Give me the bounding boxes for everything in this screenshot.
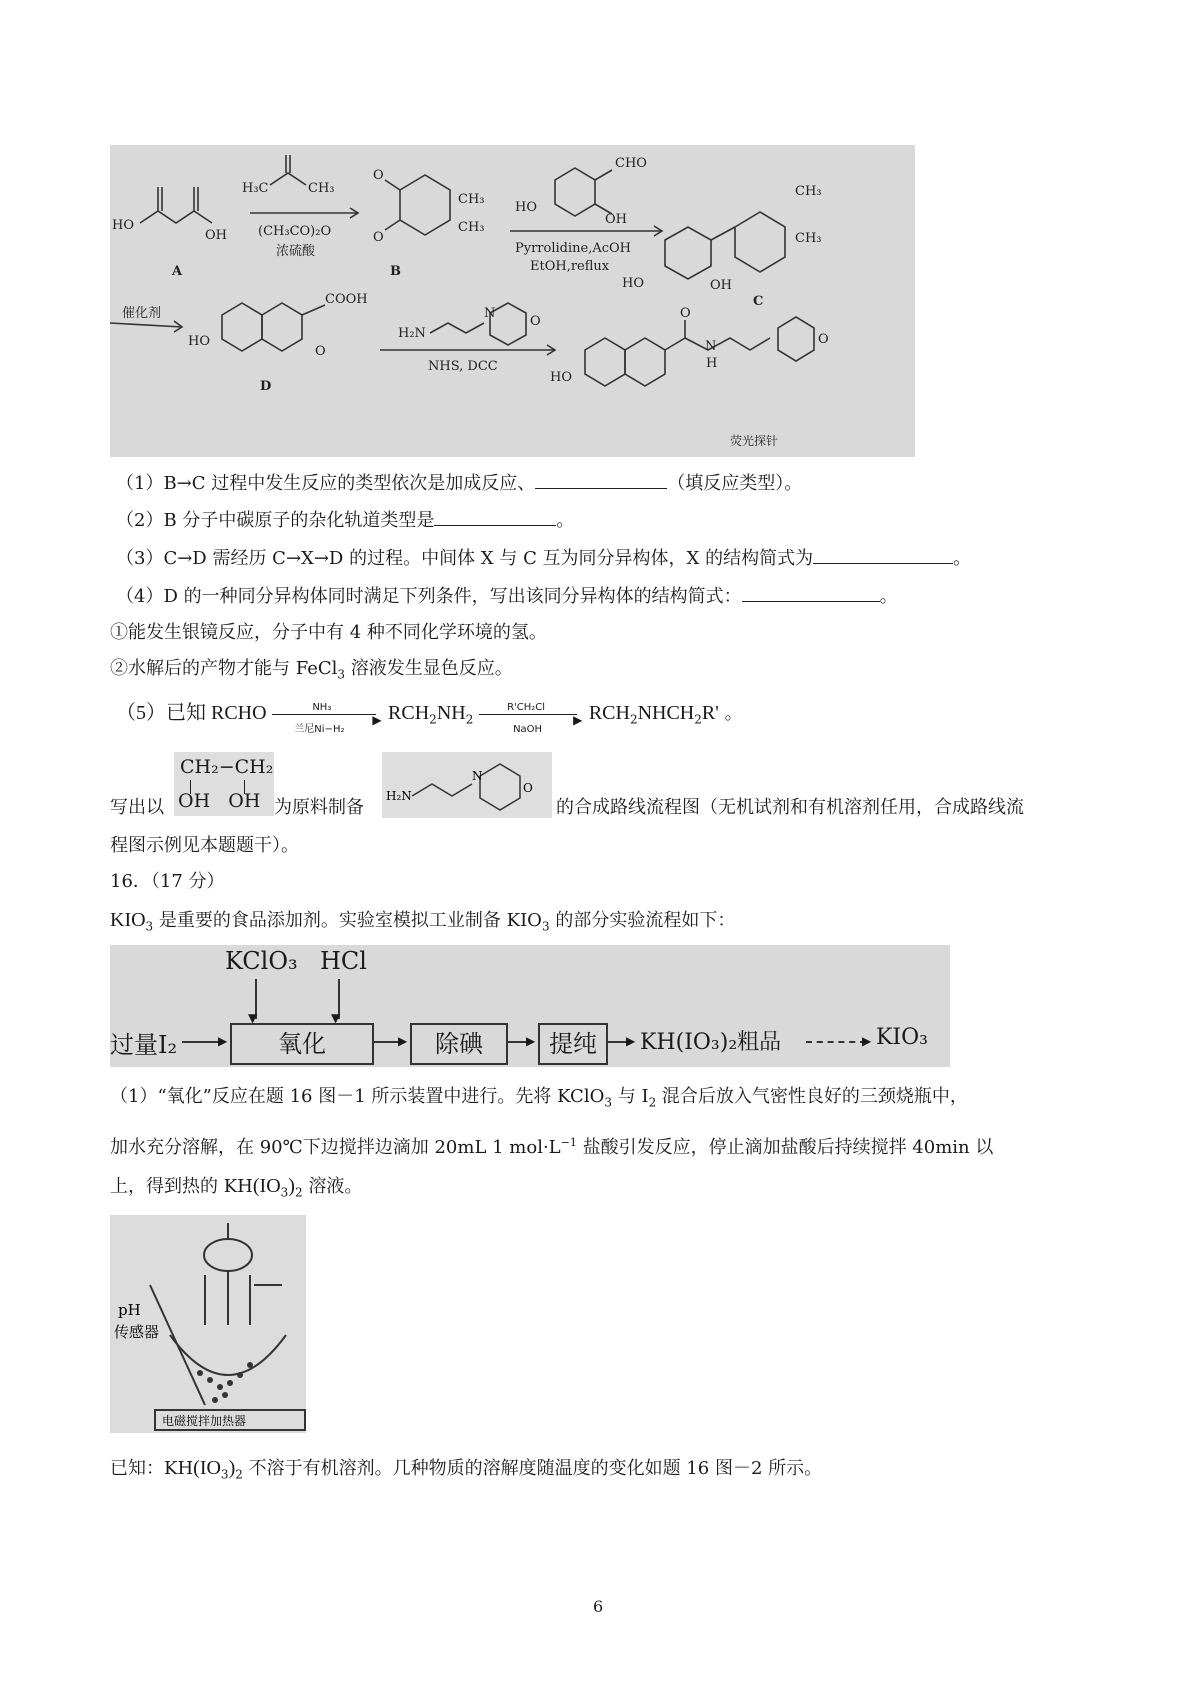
write-prefix: 写出以 <box>110 797 164 818</box>
svg-text:N: N <box>484 306 496 321</box>
svg-text:H₂N: H₂N <box>398 326 426 341</box>
svg-text:电磁搅拌加热器: 电磁搅拌加热器 <box>162 1414 247 1428</box>
q16-part1-line1: （1）“氧化”反应在题 16 图－1 所示装置中进行。先将 KClO$_3$ 与 $I_2$ 混合后放入气密性良好的三颈烧瓶中， <box>110 1086 968 1110</box>
svg-text:EtOH,reflux: EtOH,reflux <box>530 259 610 274</box>
svg-text:(CH₃CO)₂O: (CH₃CO)₂O <box>258 224 332 239</box>
svg-text:pH: pH <box>118 1301 141 1319</box>
svg-text:H₃C: H₃C <box>242 181 269 196</box>
condition-1: ①能发生银镜反应，分子中有 4 种不同化学环境的氢。 <box>110 622 547 643</box>
svg-text:Pyrrolidine,AcOH: Pyrrolidine,AcOH <box>515 241 632 256</box>
question-3: （3）C→D 需经历 C→X→D 的过程。中间体 X 与 C 互为同分异构体，X 的结构简式为 。 <box>116 545 971 572</box>
svg-text:COOH: COOH <box>325 292 368 307</box>
write-line-2: 程图示例见本题题干）。 <box>110 835 299 856</box>
flow-box-purify: 提纯 <box>538 1023 608 1065</box>
svg-text:CH₃: CH₃ <box>308 181 335 196</box>
question-2: （2）B 分子中碳原子的杂化轨道类型是 。 <box>116 507 574 534</box>
svg-text:O: O <box>315 344 326 359</box>
q16-intro: $KIO_3$ 是重要的食品添加剂。实验室模拟工业制备 $KIO_3$ 的部分实验流程如下： <box>110 909 736 934</box>
page-number: 6 <box>593 1597 604 1616</box>
svg-text:OH: OH <box>710 278 732 293</box>
apparatus-drawing <box>110 1215 306 1433</box>
flow-box-oxidation: 氧化 <box>230 1023 374 1065</box>
q16-part1-line3: 上，得到热的 $KH(IO_3)_2$ 溶液。 <box>110 1175 363 1200</box>
amine-morpholine-drawing <box>382 752 552 818</box>
flow-input-hcl: HCl <box>320 947 367 975</box>
reaction-arrow-2: R'CH₂Cl ▶ NaOH <box>479 701 583 727</box>
svg-text:B: B <box>390 264 401 279</box>
process-flowchart: KClO₃ HCl ▼ ▼ 过量I₂ ▶ 氧化 ▶ 除碘 ▶ 提纯 ▶ KH(IO₃)₂粗品 ▶ KIO₃ <box>110 945 950 1067</box>
condition-2: ②水解后的产物才能与 FeCl$_3$ 溶液发生显色反应。 <box>110 658 513 682</box>
write-suffix: 的合成路线流程图（无机试剂和有机溶剂任用，合成路线流 <box>556 797 1024 818</box>
reaction-scheme <box>110 145 915 457</box>
svg-text:CH₃: CH₃ <box>458 220 485 235</box>
question-5: （5）已知 RCHO NH₃ ▶ 兰尼Ni−H₂ $RCH_2NH_2$ R'CH₂Cl ▶ NaOH $RCH_2NHCH_2R'$ 。 <box>116 702 743 735</box>
q16-part1-line2: 加水充分溶解，在 90℃下边搅拌边滴加 20mL 1 $mol\cdot L^{-1}$ 盐酸引发反应，停止滴加盐酸后持续搅拌 40min 以 <box>110 1136 994 1158</box>
svg-text:A: A <box>172 264 183 279</box>
write-mid: 为原料制备 <box>274 797 364 818</box>
svg-text:O: O <box>818 332 829 347</box>
svg-text:N: N <box>705 339 717 354</box>
svg-text:O: O <box>373 168 384 183</box>
svg-text:HO: HO <box>112 218 134 233</box>
svg-text:HO: HO <box>188 334 210 349</box>
svg-text:NHS, DCC: NHS, DCC <box>428 359 498 374</box>
apparatus-figure <box>110 1215 306 1433</box>
svg-text:催化剂: 催化剂 <box>122 306 162 321</box>
svg-text:OH: OH <box>205 228 227 243</box>
flow-final: KIO₃ <box>876 1025 928 1050</box>
svg-text:HO: HO <box>622 276 644 291</box>
svg-text:CH₃: CH₃ <box>458 192 485 207</box>
svg-text:O: O <box>523 781 533 795</box>
flow-input-kclo3: KClO₃ <box>225 947 298 975</box>
svg-text:H₂N: H₂N <box>386 789 412 803</box>
svg-text:C: C <box>753 294 764 309</box>
flow-product: KH(IO₃)₂粗品 <box>640 1030 782 1055</box>
reaction-arrow-1: NH₃ ▶ 兰尼Ni−H₂ <box>272 701 382 727</box>
answer-blank-2[interactable] <box>434 507 556 526</box>
question-4: （4）D 的一种同分异构体同时满足下列条件，写出该同分异构体的结构简式： 。 <box>116 583 898 610</box>
svg-text:荧光探针: 荧光探针 <box>730 434 779 448</box>
svg-text:HO: HO <box>515 200 537 215</box>
ethylene-glycol-image: CH₂−CH₂ OH OH <box>174 752 274 816</box>
question-1: （1）B→C 过程中发生反应的类型依次是加成反应、 （填反应类型）。 <box>116 470 802 497</box>
svg-text:CH₃: CH₃ <box>795 184 822 199</box>
q16-header: 16．（17 分） <box>110 871 225 892</box>
svg-text:N: N <box>472 769 483 783</box>
answer-blank-4[interactable] <box>742 583 880 602</box>
svg-text:CH₃: CH₃ <box>795 231 822 246</box>
svg-text:D: D <box>260 379 272 394</box>
amine-morpholine-image <box>382 752 552 818</box>
answer-blank-1[interactable] <box>535 470 667 489</box>
flow-start: 过量I₂ <box>110 1031 178 1059</box>
answer-blank-3[interactable] <box>813 545 953 564</box>
reaction-scheme-drawing <box>110 145 915 457</box>
q16-known: 已知：$KH(IO_3)_2$ 不溶于有机溶剂。几种物质的溶解度随温度的变化如题 16 图－2 所示。 <box>110 1457 823 1482</box>
svg-text:CHO: CHO <box>615 156 647 171</box>
svg-text:H: H <box>706 356 718 371</box>
svg-text:O: O <box>680 306 691 321</box>
svg-text:浓硫酸: 浓硫酸 <box>276 244 316 259</box>
svg-text:OH: OH <box>605 212 627 227</box>
svg-text:O: O <box>373 230 384 245</box>
flow-box-remove-iodine: 除碘 <box>410 1023 508 1065</box>
svg-text:传感器: 传感器 <box>114 1323 160 1341</box>
svg-text:HO: HO <box>550 370 572 385</box>
svg-text:O: O <box>530 314 541 329</box>
